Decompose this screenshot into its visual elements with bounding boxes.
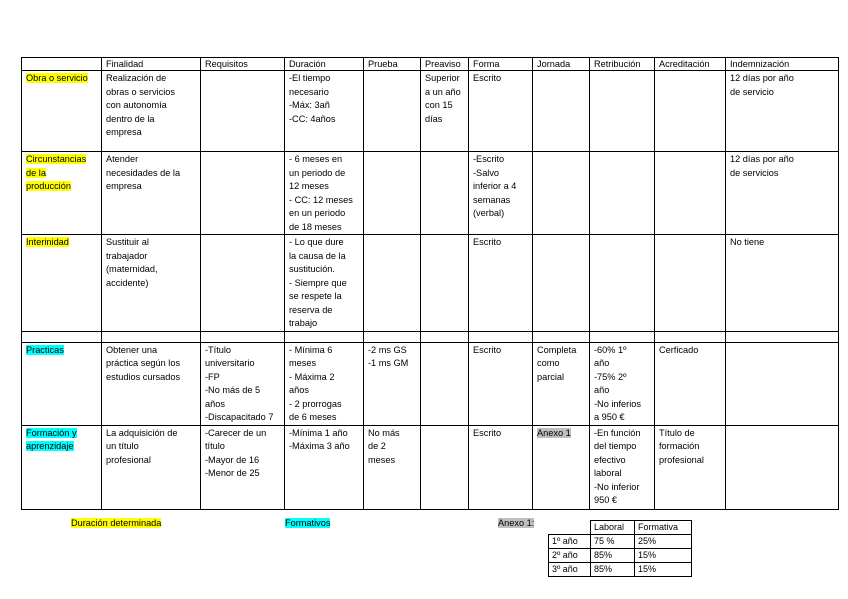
table-cell (590, 235, 655, 332)
table-cell: Superior a un año con 15 días (421, 71, 469, 152)
table-row (22, 425, 839, 509)
header-preaviso: Preaviso (421, 58, 469, 71)
table-cell (533, 152, 590, 235)
table-cell (590, 152, 655, 235)
table-cell: -El tiempo necesario -Máx: 3añ -CC: 4años (285, 71, 364, 152)
table-cell: - Lo que dure la causa de la sustitución. - Siempre que se respete la reserva de trabajo (285, 235, 364, 332)
table-cell (364, 331, 421, 342)
table-cell (201, 235, 285, 332)
table-cell (533, 235, 590, 332)
table-cell: -2 ms GS -1 ms GM (364, 342, 421, 425)
table-cell (364, 235, 421, 332)
table-cell (533, 331, 590, 342)
table-cell (533, 71, 590, 152)
table-cell (22, 331, 102, 342)
table-cell: 12 días por año de servicios (726, 152, 839, 235)
contract-types-table (21, 57, 839, 510)
table-cell: -En función del tiempo efectivo laboral -No inferior 950 € (590, 425, 655, 509)
jornada-cell (533, 425, 590, 509)
table-row (22, 342, 839, 425)
row-label-cell (22, 152, 102, 235)
annex-cell: 15% (635, 563, 692, 577)
table-cell: -Carecer de un título -Mayor de 16 -Menor de 25 (201, 425, 285, 509)
table-cell (469, 331, 533, 342)
table-cell: Escrito (469, 71, 533, 152)
legend-formativos: Formativos (285, 518, 331, 528)
table-cell (655, 152, 726, 235)
header-prueba: Prueba (364, 58, 421, 71)
table-cell (726, 331, 839, 342)
annex-cell: 85% (591, 549, 635, 563)
annex-row (549, 549, 692, 563)
table-cell (421, 331, 469, 342)
header-acreditacion: Acreditación (655, 58, 726, 71)
table-cell: Realización de obras o servicios con autonomía dentro de la empresa (102, 71, 201, 152)
header-jornada: Jornada (533, 58, 590, 71)
table-cell: La adquisición de un título profesional (102, 425, 201, 509)
table-cell (421, 342, 469, 425)
annex-header-row (549, 521, 692, 535)
table-cell: Sustituir al trabajador (maternidad, accidente) (102, 235, 201, 332)
table-cell: No tiene (726, 235, 839, 332)
row-label-cell (22, 342, 102, 425)
row-label-cell (22, 71, 102, 152)
table-cell: Obtener una práctica según los estudios cursados (102, 342, 201, 425)
table-cell: -60% 1º año -75% 2º año -No inferios a 950 € (590, 342, 655, 425)
row-label: Obra o servicio (26, 73, 88, 83)
annex-table (548, 520, 692, 577)
annex-cell: 25% (635, 535, 692, 549)
table-cell (726, 342, 839, 425)
table-cell: -Título universitario -FP -No más de 5 años -Discapacitado 7 (201, 342, 285, 425)
table-row (22, 235, 839, 332)
row-label: Interinidad (26, 237, 69, 247)
header-cell (22, 58, 102, 71)
table-cell: Título de formación profesional (655, 425, 726, 509)
table-row (22, 152, 839, 235)
row-label-cell (22, 425, 102, 509)
annex-year: 2º año (549, 549, 591, 563)
table-cell: No más de 2 meses (364, 425, 421, 509)
header-forma: Forma (469, 58, 533, 71)
table-cell: Escrito (469, 425, 533, 509)
table-cell (201, 71, 285, 152)
annex-corner-cell (549, 521, 591, 535)
header-indemnizacion: Indemnización (726, 58, 839, 71)
header-duracion: Duración (285, 58, 364, 71)
table-header-row (22, 58, 839, 71)
annex-reference: Anexo 1 (537, 427, 571, 438)
table-cell (590, 71, 655, 152)
table-cell: Completa como parcial (533, 342, 590, 425)
header-requisitos: Requisitos (201, 58, 285, 71)
table-cell: Escrito (469, 342, 533, 425)
table-cell (285, 331, 364, 342)
table-cell (201, 152, 285, 235)
header-finalidad: Finalidad (102, 58, 201, 71)
table-cell: Cerficado (655, 342, 726, 425)
row-label-cell (22, 235, 102, 332)
annex-cell: 85% (591, 563, 635, 577)
table-cell: - Mínima 6 meses - Máxima 2 años - 2 prorrogas de 6 meses (285, 342, 364, 425)
annex-cell: 15% (635, 549, 692, 563)
table-cell: -Escrito -Salvo inferior a 4 semanas (verbal) (469, 152, 533, 235)
annex-label: Anexo 1: (498, 518, 535, 528)
table-cell (364, 152, 421, 235)
table-cell (655, 235, 726, 332)
annex-row (549, 535, 692, 549)
table-row (22, 71, 839, 152)
row-label: Practicas (26, 344, 64, 355)
table-cell (364, 71, 421, 152)
table-cell (655, 331, 726, 342)
table-separator-row (22, 331, 839, 342)
annex-year: 1º año (549, 535, 591, 549)
row-label: Formación y aprenzidaje (26, 427, 77, 451)
row-label: Circunstancias de la producción (26, 154, 87, 191)
table-cell: Escrito (469, 235, 533, 332)
annex-header-formativa: Formativa (635, 521, 692, 535)
table-cell (421, 152, 469, 235)
annex-year: 3º año (549, 563, 591, 577)
table-cell: 12 días por año de servicio (726, 71, 839, 152)
legend-duracion-determinada: Duración determinada (71, 518, 162, 528)
table-cell (590, 331, 655, 342)
header-retribucion: Retribución (590, 58, 655, 71)
table-cell (201, 331, 285, 342)
annex-header-laboral: Laboral (591, 521, 635, 535)
table-cell: Atender necesidades de la empresa (102, 152, 201, 235)
table-cell (726, 425, 839, 509)
table-cell: -Mínima 1 año -Máxima 3 año (285, 425, 364, 509)
table-cell (102, 331, 201, 342)
annex-row (549, 563, 692, 577)
annex-cell: 75 % (591, 535, 635, 549)
table-cell (421, 425, 469, 509)
table-cell (655, 71, 726, 152)
table-cell (421, 235, 469, 332)
table-cell: - 6 meses en un periodo de 12 meses - CC: 12 meses en un periodo de 18 meses (285, 152, 364, 235)
